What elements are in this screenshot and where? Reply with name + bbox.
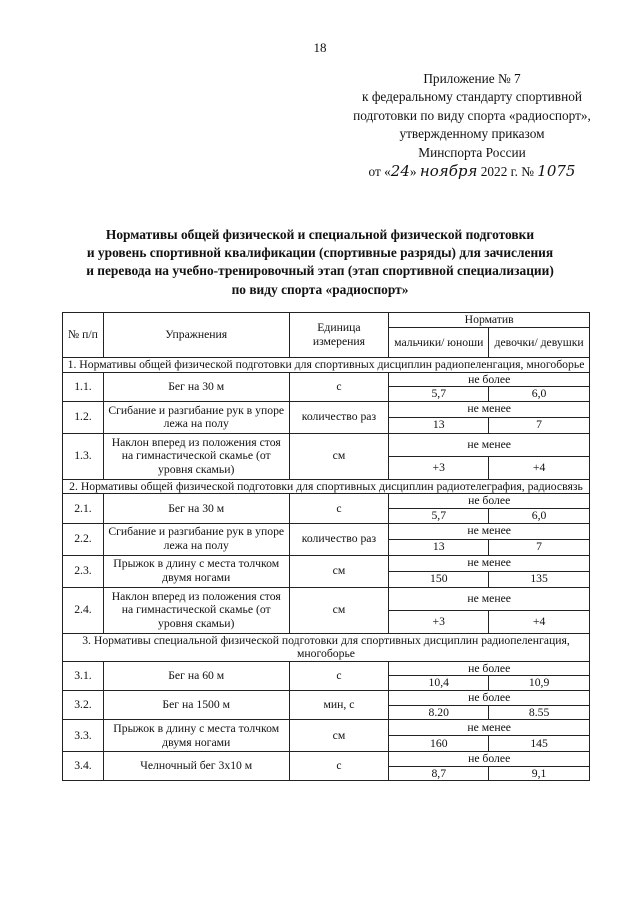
date-mid: »	[409, 164, 420, 180]
boys-value: +3	[389, 610, 489, 633]
norm-qualifier: не менее	[389, 587, 590, 610]
approval-block	[322, 70, 622, 181]
norm-qualifier: не менее	[389, 401, 590, 417]
header-boys: мальчики/ юноши	[389, 328, 489, 358]
date-prefix: от «	[368, 164, 391, 180]
boys-value: 13	[389, 417, 489, 433]
table-row	[63, 523, 590, 539]
exercise-name: Бег на 60 м	[103, 661, 289, 690]
girls-value: +4	[489, 610, 590, 633]
girls-value: +4	[489, 456, 590, 479]
title-line: Нормативы общей физической и специальной физической подготовки	[105, 227, 535, 242]
table-row	[63, 494, 590, 509]
header-girls: девочки/ девушки	[489, 328, 590, 358]
norm-qualifier: не более	[389, 372, 590, 387]
table-row	[63, 555, 590, 571]
norm-qualifier: не более	[389, 494, 590, 509]
approval-line: подготовки по виду спорта «радиоспорт»,	[353, 107, 591, 123]
norm-qualifier: не более	[389, 752, 590, 767]
date-year: 2022 г. №	[477, 164, 538, 180]
section-row	[63, 633, 590, 661]
header-exercise: Упражнения	[103, 313, 289, 358]
girls-value: 145	[489, 736, 590, 752]
section-title: 1. Нормативы общей физической подготовки для спортивных дисциплин радиопеленгация, многоборье	[63, 358, 590, 373]
boys-value: 160	[389, 736, 489, 752]
table-row	[63, 720, 590, 736]
row-number: 1.3.	[63, 433, 104, 479]
norm-qualifier: не менее	[389, 523, 590, 539]
unit-of-measure: см	[289, 720, 389, 752]
handwritten-month: ноября	[419, 162, 478, 181]
unit-of-measure: с	[289, 372, 389, 401]
boys-value: 8.20	[389, 705, 489, 720]
unit-of-measure: количество раз	[289, 523, 389, 555]
girls-value: 6,0	[489, 508, 590, 523]
row-number: 3.4.	[63, 752, 104, 781]
norm-qualifier: не менее	[389, 555, 590, 571]
norm-qualifier: не более	[389, 661, 590, 676]
title-line: и уровень спортивной квалификации (спортивные разряды) для зачисления	[86, 245, 554, 261]
girls-value: 9,1	[489, 766, 590, 781]
boys-value: 13	[389, 539, 489, 555]
section-row	[63, 358, 590, 373]
norm-qualifier: не менее	[389, 433, 590, 456]
section-title: 2. Нормативы общей физической подготовки для спортивных дисциплин радиотелеграфия, радиосвязь	[63, 479, 590, 494]
norms-table	[62, 312, 590, 781]
section-row	[63, 479, 590, 494]
boys-value: 5,7	[389, 387, 489, 402]
table-row	[63, 433, 590, 456]
exercise-name: Бег на 30 м	[103, 372, 289, 401]
unit-of-measure: количество раз	[289, 401, 389, 433]
norm-qualifier: не более	[389, 690, 590, 705]
boys-value: 8,7	[389, 766, 489, 781]
row-number: 2.1.	[63, 494, 104, 523]
table-row	[63, 587, 590, 610]
exercise-name: Сгибание и разгибание рук в упоре лежа на полу	[103, 401, 289, 433]
exercise-name: Прыжок в длину с места толчком двумя ногами	[103, 555, 289, 587]
boys-value: 5,7	[389, 508, 489, 523]
girls-value: 8.55	[489, 705, 590, 720]
exercise-name: Наклон вперед из положения стоя на гимнастической скамье (от уровня скамьи)	[103, 587, 289, 633]
title-line: и перевода на учебно-тренировочный этап (этап спортивной специализации)	[86, 263, 554, 279]
girls-value: 10,9	[489, 676, 590, 691]
table-row	[63, 752, 590, 767]
header-norm: Норматив	[389, 313, 590, 328]
unit-of-measure: мин, с	[289, 690, 389, 719]
row-number: 2.3.	[63, 555, 104, 587]
header-number: № п/п	[63, 313, 104, 358]
table-row	[63, 372, 590, 387]
approval-line: Минспорта России	[418, 144, 526, 160]
exercise-name: Прыжок в длину с места толчком двумя ногами	[103, 720, 289, 752]
row-number: 3.1.	[63, 661, 104, 690]
exercise-name: Бег на 1500 м	[103, 690, 289, 719]
header-unit: Единица измерения	[289, 313, 389, 358]
exercise-name: Челночный бег 3х10 м	[103, 752, 289, 781]
row-number: 2.4.	[63, 587, 104, 633]
unit-of-measure: с	[289, 494, 389, 523]
exercise-name: Сгибание и разгибание рук в упоре лежа на полу	[103, 523, 289, 555]
exercise-name: Наклон вперед из положения стоя на гимнастической скамье (от уровня скамьи)	[103, 433, 289, 479]
table-row	[63, 401, 590, 417]
document-title	[40, 226, 600, 299]
row-number: 2.2.	[63, 523, 104, 555]
row-number: 3.3.	[63, 720, 104, 752]
approval-line: к федеральному стандарту спортивной	[362, 89, 582, 105]
exercise-name: Бег на 30 м	[103, 494, 289, 523]
approval-line: утвержденному приказом	[399, 126, 545, 142]
title-line: по виду спорта «радиоспорт»	[231, 281, 409, 297]
unit-of-measure: см	[289, 587, 389, 633]
table-row	[63, 690, 590, 705]
unit-of-measure: см	[289, 433, 389, 479]
girls-value: 7	[489, 539, 590, 555]
unit-of-measure: с	[289, 661, 389, 690]
row-number: 1.2.	[63, 401, 104, 433]
girls-value: 6,0	[489, 387, 590, 402]
boys-value: 10,4	[389, 676, 489, 691]
appendix-label: Приложение № 7	[423, 71, 521, 86]
row-number: 1.1.	[63, 372, 104, 401]
order-date-line	[322, 162, 622, 181]
handwritten-day: 24	[390, 162, 410, 181]
unit-of-measure: см	[289, 555, 389, 587]
norm-qualifier: не менее	[389, 720, 590, 736]
girls-value: 135	[489, 571, 590, 587]
handwritten-order-number: 1075	[537, 162, 576, 181]
section-title: 3. Нормативы специальной физической подготовки для спортивных дисциплин радиопеленгация, многоборье	[63, 633, 590, 661]
boys-value: +3	[389, 456, 489, 479]
row-number: 3.2.	[63, 690, 104, 719]
unit-of-measure: с	[289, 752, 389, 781]
page-number: 18	[313, 40, 327, 55]
table-row	[63, 661, 590, 676]
boys-value: 150	[389, 571, 489, 587]
girls-value: 7	[489, 417, 590, 433]
